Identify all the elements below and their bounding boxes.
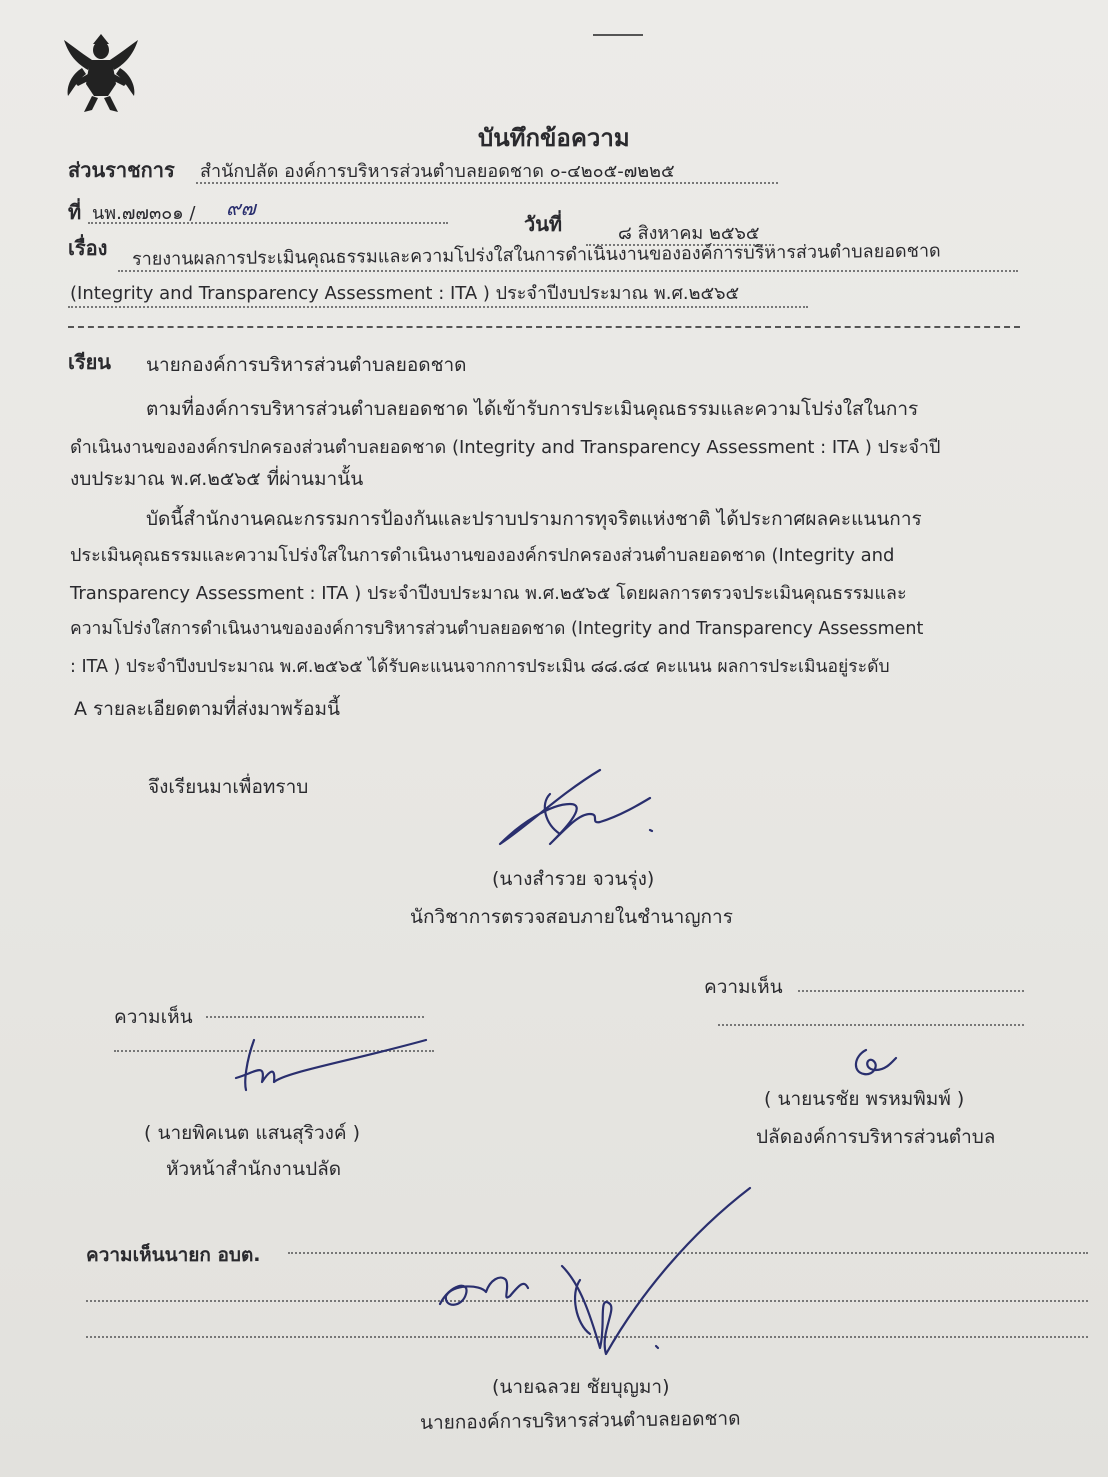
left-name: ( นายพิคเนต แสนสุริวงค์ ) (144, 1122, 361, 1144)
mayor-opinion-label: ความเห็นนายก อบต. (86, 1244, 261, 1266)
right-opinion-dotline1 (798, 990, 1024, 992)
ref-label: ที่ (68, 200, 82, 224)
subject-label: เรื่อง (68, 236, 108, 260)
salutation-value: นายกองค์การบริหารส่วนตำบลยอดชาด (146, 354, 467, 376)
garuda-emblem-icon (62, 34, 140, 114)
p2-line2: ประเมินคุณธรรมและความโปร่งใสในการดำเนินงานขององค์กรปกครองส่วนตำบลยอดชาด (Integrity and (70, 545, 895, 566)
right-name: ( นายนรชัย พรหมพิมพ์ ) (764, 1088, 965, 1110)
top-mark (593, 34, 643, 36)
header-separator (68, 326, 1020, 328)
closing-text: จึงเรียนมาเพื่อทราบ (148, 776, 309, 798)
left-opinion-dotline1 (206, 1016, 424, 1018)
date-value: ๘ สิงหาคม ๒๕๖๕ (618, 223, 760, 244)
subject-dotline2 (68, 306, 808, 308)
dept-value: สำนักปลัด องค์การบริหารส่วนตำบลยอดชาด ๐-๔๒๐๕-๗๒๒๕ (200, 161, 675, 182)
ref-handwritten: ๙๗ (226, 196, 256, 220)
ref-value: นพ.๗๗๓๐๑ / (92, 203, 196, 224)
subject-line1: รายงานผลการประเมินคุณธรรมและความโปร่งใสในการดำเนินงานขององค์การบริหารส่วนตำบลยอดชาด (131, 240, 941, 270)
ref-dotline (88, 222, 448, 224)
left-title: หัวหน้าสำนักงานปลัด (166, 1158, 342, 1180)
mayor-signature (430, 1184, 760, 1374)
memo-title: บันทึกข้อความ (478, 124, 630, 152)
left-opinion-label: ความเห็น (114, 1006, 193, 1028)
p2-line3: Transparency Assessment : ITA ) ประจำปีงบประมาณ พ.ศ.๒๕๖๕ โดยผลการตรวจประเมินคุณธรรมและ (70, 583, 907, 604)
dept-label: ส่วนราชการ (68, 158, 175, 182)
subject-line2: (Integrity and Transparency Assessment : ITA ) ประจำปีงบประมาณ พ.ศ.๒๕๖๕ (70, 283, 740, 304)
salutation-label: เรียน (68, 350, 111, 374)
date-label: วันที่ (524, 212, 563, 236)
author-title: นักวิชาการตรวจสอบภายในชำนาญการ (410, 906, 733, 928)
right-title: ปลัดองค์การบริหารส่วนตำบล (756, 1126, 996, 1148)
right-opinion-dotline2 (718, 1024, 1024, 1026)
mayor-title: นายกองค์การบริหารส่วนตำบลยอดชาด (419, 1407, 741, 1434)
p2-line6: A รายละเอียดตามที่ส่งมาพร้อมนี้ (74, 698, 341, 720)
p2-line5: : ITA ) ประจำปีงบประมาณ พ.ศ.๒๕๖๕ ได้รับคะแนนจากการประเมิน ๘๘.๘๔ คะแนน ผลการประเมินอยู่ระดับ (70, 657, 890, 677)
right-signature (846, 1044, 906, 1084)
author-name: (นางสำรวย จวนรุ่ง) (492, 868, 655, 890)
left-signature (226, 1032, 436, 1102)
p1-line2: ดำเนินงานขององค์กรปกครองส่วนตำบลยอดชาด (Integrity and Transparency Assessment : ITA ) ประจำปี (70, 437, 941, 458)
right-opinion-label: ความเห็น (704, 976, 783, 998)
subject-dotline1 (118, 270, 1018, 272)
author-signature (490, 764, 660, 854)
mayor-name: (นายฉลวย ชัยบุญมา) (492, 1376, 670, 1398)
dept-dotline (196, 182, 778, 184)
p2-line4: ความโปร่งใสการดำเนินงานขององค์การบริหารส่วนตำบลยอดชาด (Integrity and Transparency Assessment (70, 619, 924, 639)
p1-line3: งบประมาณ พ.ศ.๒๕๖๕ ที่ผ่านมานั้น (70, 468, 364, 490)
p1-line1: ตามที่องค์การบริหารส่วนตำบลยอดชาด ได้เข้ารับการประเมินคุณธรรมและความโปร่งใสในการ (146, 398, 919, 420)
p2-line1: บัดนี้สำนักงานคณะกรรมการป้องกันและปราบปรามการทุจริตแห่งชาติ ได้ประกาศผลคะแนนการ (146, 508, 922, 530)
